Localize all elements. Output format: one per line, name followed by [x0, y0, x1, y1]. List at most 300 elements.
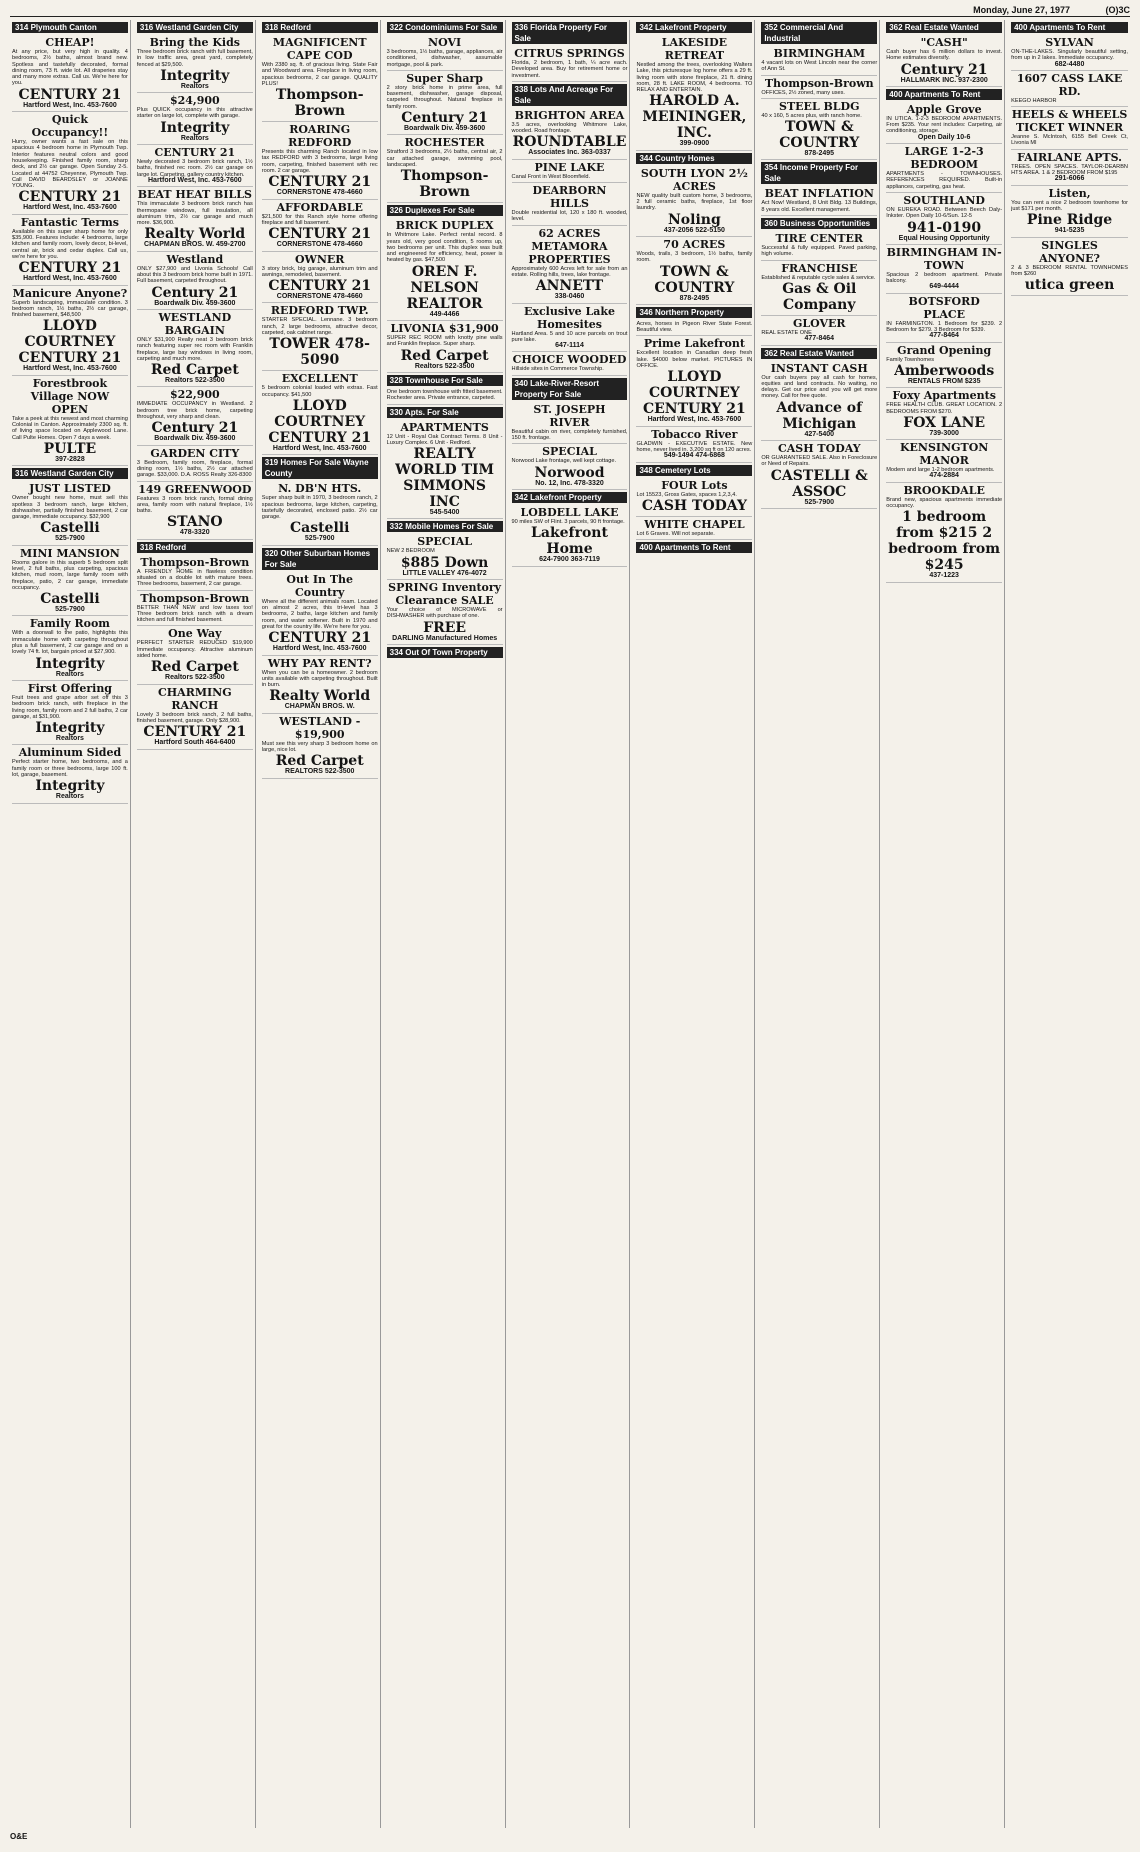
ad-brand: PULTE [43, 440, 97, 457]
ad-headline: LOBDELL LAKE [520, 505, 619, 519]
classified-ad [761, 99, 877, 161]
ad-phone: CHAPMAN BROS. W. 459-2700 [144, 241, 246, 249]
classified-ad [137, 187, 253, 251]
ad-phone: No. 12, Inc. 478-3320 [535, 479, 604, 487]
ad-headline: Aluminum Sided [18, 746, 122, 760]
ad-body: Super sharp built in 1970, 3 bedroom ranch, 2 spacious bedrooms, large kitchen, carpeting, tastefully decorated, enclosed patio. 2½ car garage. [261, 495, 378, 521]
ad-headline: BRICK DUPLEX [395, 219, 494, 233]
ad-headline: Exclusive Lake Homesites [524, 304, 615, 331]
section-header: 342 Lakefront Property [636, 22, 752, 33]
classified-ad [1011, 186, 1128, 238]
ad-brand: Integrity [35, 655, 105, 672]
ad-phone: 437-1223 [929, 572, 959, 580]
ad-body: Family Townhomes [886, 356, 934, 363]
ad-phone: 338-0460 [554, 293, 585, 301]
ad-phone: 525-7900 [55, 606, 85, 614]
ad-body: NEW quality built custom home, 3 bedrooms, 2 full ceramic baths, fireplace, 1st floor laundry. [636, 192, 753, 212]
ad-phone: 291-6066 [1054, 175, 1085, 183]
ad-brand: CENTURY 21 [268, 278, 372, 295]
ad-body: Excellent location in Canadian deep fresh lake. $4000 below market. PICTURES IN OFFICE. [636, 350, 753, 370]
ad-body: OFFICES, 2½ zoned, many uses. [761, 89, 845, 96]
classified-ad [512, 444, 628, 490]
ad-body: ON EUREKA ROAD. Between Beech Daly-Inkster. Open Daily 10-6/Sun. 12-5 [886, 206, 1003, 220]
ad-phone: Realtors [180, 82, 209, 90]
ad-body: Lovely 3 bedroom brick ranch, 2 full baths, finished basement, garage. Only $28,900. [136, 711, 253, 724]
classified-ad [886, 343, 1002, 389]
ad-body: Plus QUICK occupancy in this attractive starter on large lot, complete with garage. [136, 107, 253, 120]
classified-column [884, 20, 1005, 1828]
classified-ad [387, 35, 503, 71]
classified-column [759, 20, 880, 1828]
classified-ad [262, 572, 378, 656]
classified-ad [886, 35, 1002, 87]
ad-body: Florida, 2 bedroom, 1 bath, ¼ acre each. Developed area. Buy for retirement home or investment. [511, 60, 628, 79]
ad-brand: HAROLD A. MEININGER, INC. [642, 93, 747, 142]
ad-phone: CORNERSTONE 478-4660 [276, 293, 363, 301]
ad-body: Lot 15523, Gross Gates, spaces 1,2,3,4. [636, 491, 737, 498]
ad-phone: 525-7900 [804, 498, 835, 506]
ad-body: GLADWIN - EXECUTIVE ESTATE. New home, never lived in. 3,200 sq ft on 120 acres. [636, 440, 753, 453]
ad-headline: Grand Opening [897, 343, 992, 357]
ad-phone: 525-7900 [55, 535, 85, 543]
classified-ad [387, 388, 503, 405]
ad-brand: Realty World [144, 226, 246, 243]
ad-brand: 1 bedroom from $215 2 bedroom from $245 [888, 509, 1001, 574]
section-header: 332 Mobile Homes For Sale [387, 521, 503, 532]
ad-phone: Equal Housing Opportunity [898, 234, 990, 242]
ad-body: ON-THE-LAKES. Singularly beautiful setting, from up in 2 lakes. Immediate occupancy. [1011, 49, 1128, 62]
ad-brand: 941-0190 [907, 219, 982, 236]
ad-headline: CASH TODAY [777, 442, 861, 456]
ad-phone: RENTALS FROM $235 [907, 377, 981, 385]
classified-ad [1011, 238, 1128, 297]
ad-headline: CHARMING RANCH [158, 685, 232, 712]
ad-phone: 478-3320 [180, 529, 210, 537]
ad-body: This immaculate 3 bedroom brick ranch has thermopane windows, full insulation, all aluminum trim, 2½ car garage and much more. $36,900. [136, 201, 253, 227]
section-header: 354 Income Property For Sale [761, 162, 877, 184]
ad-body: With a doorwall to the patio, highlights this immaculate home with carpeting throughout plus a full basement, 2 car garage and on a lovely 74 ft. lot, bargain priced at $27,900. [12, 630, 128, 656]
ad-body: Lot 6 Graves. Will not separate. [636, 530, 715, 537]
classified-ad [636, 166, 752, 237]
ad-body: Available on this super sharp home for only $35,900. Features include: 4 bedrooms, large kitchen and family room, lovely decor, bi-level, central air, brick and cedar duplex. Call us, we're here for you. [12, 228, 128, 260]
ad-headline: CENTURY 21 [154, 146, 236, 160]
ad-body: SUPER REC ROOM with knotty pine walls and Franklin fireplace. Super sharp. [386, 335, 503, 348]
ad-body: Features 3 room brick ranch, formal dining area, family room with natural fireplace, 1½ baths. [136, 495, 253, 515]
ad-brand: Red Carpet [275, 753, 364, 770]
ad-headline: LARGE 1-2-3 BEDROOM [904, 145, 984, 172]
ad-headline: Out In The Country [286, 572, 354, 599]
ad-headline: BEAT HEAT BILLS [137, 188, 252, 202]
classified-ad [636, 35, 752, 151]
ad-phone: CORNERSTONE 478-4660 [276, 241, 363, 249]
ad-brand: Norwood [534, 464, 605, 481]
classified-ad [512, 183, 628, 226]
ad-body: IN FARMINGTON. 1 Bedroom for $239. 2 Bedroom for $279. 3 Bedroom for $339. [886, 320, 1003, 334]
ad-phone: Hartford South 464-6400 [154, 739, 236, 747]
ad-body: Modern and large 1-2 bedroom apartments. [886, 467, 995, 474]
ad-brand: FREE [423, 619, 467, 636]
ad-brand: TOWER 478-5090 [269, 336, 370, 369]
ad-headline: Family Room [29, 617, 110, 631]
ad-body: IN UTICA. 1-2-3 BEDROOM APARTMENTS. From $235. Your rent includes: Carpeting, air conditioning, storage. [886, 115, 1003, 135]
section-header: 334 Out Of Town Property [387, 647, 503, 658]
ad-body: 12 Unit - Royal Oak Contract Terms. 8 Unit - Luxury Complex. 6 Unit - Redford. [386, 433, 503, 446]
ad-body: Hillside sites in Commerce Township. [511, 366, 604, 373]
ad-phone: Hartford West, Inc. 453-7600 [23, 365, 117, 373]
classified-ad [262, 303, 378, 371]
ad-headline: HEELS & WHEELS TICKET WINNER [1011, 108, 1128, 135]
ad-brand: Advance of Michigan [776, 399, 863, 432]
classified-ad [636, 336, 752, 426]
ad-headline: DEARBORN HILLS [532, 184, 607, 211]
ad-headline: Thompson-Brown [140, 591, 250, 605]
ad-headline: 1607 CASS LAKE RD. [1016, 71, 1123, 98]
ad-phone: Hartford West, Inc. 453-7600 [647, 416, 742, 424]
ad-headline: Quick Occupancy!! [31, 113, 109, 140]
ad-brand: Red Carpet [150, 362, 239, 379]
section-header: 400 Apartments To Rent [636, 542, 752, 553]
ad-brand: Century 21 [900, 61, 988, 78]
ad-phone: 449-4466 [429, 310, 460, 318]
ad-headline: Super Sharp [406, 71, 483, 85]
ad-phone: Open Daily 10-6 [917, 133, 971, 141]
section-header: 340 Lake-River-Resort Property For Sale [512, 378, 628, 400]
ad-headline: N. DB'N HTS. [278, 482, 362, 496]
ad-body: Your choice of MICROWAVE or DISHWASHER with purchase of one. [386, 607, 503, 620]
classified-column [1009, 20, 1130, 1828]
ad-headline: Apple Grove [906, 102, 982, 116]
ad-brand: Lakefront Home [531, 525, 608, 558]
classified-ad [262, 714, 378, 779]
ad-phone: 525-7900 [304, 535, 335, 543]
ad-phone: 624-7900 363-7119 [539, 556, 600, 564]
ad-headline: SINGLES ANYONE? [1039, 238, 1100, 265]
ad-phone: Realtors 522-3500 [165, 674, 225, 682]
ad-headline: INSTANT CASH [770, 361, 868, 375]
ad-body: Presents this charming Ranch located in low tax REDFORD with 3 bedrooms, large living room, carpeting, finished basement with rec room. 2 car garage. [261, 149, 378, 175]
ad-body: Canal Front in West Bloomfield. [511, 173, 591, 180]
classified-ad [137, 145, 253, 187]
ad-phone: Boardwalk Div. 459-3600 [154, 435, 236, 443]
ad-brand: $885 Down [400, 554, 489, 571]
ad-body: 2 & 3 BEDROOM RENTAL TOWNHOMES from $260 [1011, 264, 1128, 277]
ad-brand: Thompson-Brown [400, 168, 489, 201]
ad-body: In Whitmore Lake. Perfect rental record. 8 years old, very good condition, 5 rooms up, two bedrooms per unit. This duplex was built and engineered for efficiency, heat, power is heated by gas. $47,500 [386, 232, 503, 264]
section-header: 330 Apts. For Sale [387, 407, 503, 418]
ad-headline: OWNER [294, 252, 345, 266]
ad-brand: CENTURY 21 [18, 86, 122, 103]
ad-body: TREES. OPEN SPACES. TAYLOR-DEARBN HTS AREA. 1 & 2 BEDROOM FROM $195 [1011, 163, 1128, 177]
ad-headline: CITRUS SPRINGS [514, 47, 625, 60]
classified-ad [512, 108, 628, 160]
ad-phone: 437-2056 522-5150 [663, 226, 725, 234]
ad-headline: WHY PAY RENT? [267, 656, 372, 670]
ad-body: Established & reputable cycle sales & service. [761, 274, 876, 281]
ad-body: Act Now! Westland, 8 Unit Bldg. 13 Buildings, 8 years old. Excellent management. [761, 200, 878, 213]
ad-body: You can rent a nice 2 bedroom townhome for just $171 per month. [1011, 199, 1128, 212]
ad-body: OR GUARANTEED SALE. Also in Foreclosure or Need of Repairs. [761, 455, 878, 468]
ad-phone: 397-2828 [55, 455, 85, 463]
ad-phone: Boardwalk Div. 459-3600 [404, 125, 486, 133]
ad-phone: LITTLE VALLEY 476-4072 [402, 569, 487, 577]
ad-body: APARTMENTS - TOWNHOUSES. REFERENCES REQUIRED. Built-in appliances, carpeting, gas heat. [886, 171, 1003, 190]
ad-body: Rooms galore in this superb 5 bedroom split level, 2 full baths, plus carpeting, spacious kitchen, mud room, large family room with fireplace, patio, 2 car garage, immediate occupancy. [12, 559, 128, 591]
ad-brand: ANNETT [535, 278, 604, 295]
classified-ad [12, 376, 128, 466]
classified-ad [12, 35, 128, 112]
section-header: 328 Townhouse For Sale [387, 375, 503, 386]
classified-ad [761, 231, 877, 261]
ad-headline: SPECIAL [417, 535, 472, 549]
classified-column [10, 20, 131, 1828]
ad-headline: STEEL BLDG [779, 99, 860, 113]
ad-brand: Amberwoods [894, 362, 995, 379]
ad-body: Owner bought new home, must sell this spotless 3 bedroom ranch, large kitchen, dishwasher, partially finished basement, 2 car garage, immediate occupancy. $32,900 [12, 495, 128, 521]
classified-ad [886, 102, 1002, 144]
ad-body: IMMEDIATE OCCUPANCY in Westland. 2 bedroom tree brick home, carpeting throughout, very sharp and clean. [136, 401, 253, 421]
section-header: 400 Apartments To Rent [886, 89, 1002, 100]
ad-body: NEW 2 BEDROOM [386, 548, 435, 555]
ad-brand: Castelli [40, 520, 100, 537]
classified-ad [761, 186, 877, 216]
ad-headline: BOTSFORD PLACE [908, 294, 980, 321]
ad-headline: Thompson-Brown [140, 555, 250, 569]
classified-ad [262, 200, 378, 252]
classified-ad [387, 534, 503, 580]
ad-headline: Fantastic Terms [20, 215, 119, 229]
ad-headline: Prime Lakefront [643, 337, 745, 351]
section-header: 318 Redford [137, 542, 253, 553]
ad-headline: CHEAP! [45, 36, 95, 49]
ad-body: ONLY $27,900 and Livonia Schools! Call about this 3 bedroom brick home built in 1971. Full basement, carpeted throughout. [136, 265, 253, 285]
classified-column [135, 20, 256, 1828]
ad-body: Brand new, spacious apartments immediate occupancy. [886, 496, 1003, 510]
ad-body: 4 vacant lots on West Lincoln near the corner of Ann St. [761, 60, 878, 73]
classified-ad [512, 160, 628, 183]
ad-phone: Boardwalk Div. 459-3600 [154, 299, 236, 307]
ad-phone: Hartford West, Inc. 453-7600 [148, 176, 242, 184]
ad-phone: CORNERSTONE 478-4660 [276, 189, 363, 197]
classified-ad [761, 261, 877, 316]
ad-phone: 399-0900 [679, 140, 710, 148]
section-header: 362 Real Estate Wanted [761, 348, 877, 359]
ad-brand: Castelli [40, 591, 100, 608]
ad-body: When you can be a homeowner. 2 bedroom units available with carpeting throughout. Built in burn. [261, 669, 378, 689]
ad-headline: NOVI [428, 36, 462, 49]
classified-ad [137, 387, 253, 445]
section-header: 326 Duplexes For Sale [387, 205, 503, 216]
ad-body: Approximately 600 Acres left for sale from an estate. Rolling hills, trees, lake frontage. [511, 265, 628, 278]
classified-ad [137, 310, 253, 387]
section-header: 346 Northern Property [636, 307, 752, 318]
classified-ad [12, 745, 128, 803]
ad-headline: Bring the Kids [149, 36, 240, 49]
masthead-rule [10, 16, 1130, 17]
classified-ad [512, 226, 628, 304]
classified-column [260, 20, 381, 1828]
ad-brand: Pine Ridge [1026, 212, 1113, 229]
classified-ad [512, 304, 628, 353]
ad-brand: TOWN & COUNTRY [654, 263, 735, 296]
ad-brand: LLOYD COURTNEY CENTURY 21 [642, 369, 746, 418]
classified-ad [1011, 35, 1128, 71]
ad-body: Our cash buyers pay all cash for homes, equities and land contracts. No waiting, no delays. Get our price and you will get more money. Call for free quote. [761, 374, 878, 400]
ad-phone: DARLING Manufactured Homes [392, 634, 498, 642]
ad-headline: ROARING REDFORD [288, 123, 352, 150]
ad-headline: BIRMINGHAM IN-TOWN [886, 245, 1002, 272]
ad-body: Nestled among the trees, overlooking Walters Lake, this picturesque log home offers a 29 ft. living room with stone fireplace, 21 ft. dining room, 28 ft. LAKE ROOM, 4 bedrooms. TO RELAX AND ENTERTAIN. [636, 62, 753, 94]
ad-body: Hurry, owner wants a fast sale on this spacious 4 bedroom home in Plymouth Twp. Interior features neutral colors and good housekeeping. Finished family room, sharp deck, and 2½ car garage. Open Sunday 2-5. Located at 44752 Cheyenne, Plymouth Twp. Call DAVID BEARDSLEY or JOANNE YOUNG. [12, 139, 128, 190]
ad-phone: Realtors [55, 670, 84, 678]
ad-phone: Realtors [55, 735, 84, 743]
ad-headline: BRIGHTON AREA [514, 108, 625, 122]
ad-phone: Associates Inc. 363-0337 [528, 149, 611, 157]
ad-phone: Hartford West, Inc. 453-7600 [23, 101, 117, 109]
ad-headline: WHITE CHAPEL [644, 517, 745, 531]
ad-phone: CHAPMAN BROS. W. [284, 703, 355, 711]
classified-ad [512, 402, 628, 445]
classified-ad [1011, 107, 1128, 150]
ad-headline: MAGNIFICENT CAPE COD [272, 36, 367, 62]
ad-headline: BROOKDALE [903, 483, 985, 497]
ad-body: Spacious 2 bedroom apartment. Private balcony. [886, 271, 1003, 285]
ad-body: 5 bedroom colonial loaded with extras. Fast occupancy. $41,500 [261, 385, 378, 398]
classified-ad [387, 580, 503, 645]
ad-brand: CASH TODAY [641, 497, 747, 514]
ad-phone: HALLMARK INC. 937-2300 [900, 76, 988, 84]
ad-phone: Hartford West, Inc. 453-7600 [272, 645, 367, 653]
ad-body: 90 miles SW of Flint. 3 parcels, 90 ft frontage. [511, 518, 625, 525]
ad-headline: Listen, [1048, 186, 1091, 200]
ad-headline: ROCHESTER [404, 136, 485, 150]
ad-body: 3 story brick, big garage, aluminum trim and awnings, remodeled, basement. [261, 265, 378, 278]
ad-headline: $22,900 [169, 388, 220, 402]
ad-body: Hartland Area. 5 and 10 acre parcels on trout pure lake. [511, 330, 628, 343]
ad-headline: Westland [166, 252, 224, 266]
ad-body: FREE HEALTH CLUB. GREAT LOCATION. 2 BEDROOMS FROM $270. [886, 402, 1003, 415]
ad-headline: Manicure Anyone? [12, 286, 128, 300]
ad-headline: EXCELLENT [281, 372, 358, 386]
classified-ad [761, 441, 877, 509]
classified-column [385, 20, 506, 1828]
ad-headline: One Way [168, 627, 222, 641]
classified-ad [137, 93, 253, 145]
ad-brand: CENTURY 21 [143, 724, 247, 741]
classified-ad [761, 316, 877, 346]
ad-body: STARTER SPECIAL. Lennane. 3 bedroom ranch, 2 large bedrooms, attractive decor, carpeted, oak cabinet range. [261, 317, 378, 337]
ad-headline: Thompson-Brown [764, 76, 874, 90]
ad-headline: First Offering [27, 681, 113, 695]
classified-ad [262, 252, 378, 304]
ad-headline: $24,900 [169, 94, 220, 108]
ad-phone: 647-1114 [555, 342, 584, 350]
ad-headline: JUST LISTED [29, 482, 111, 496]
ad-headline: BIRMINGHAM [773, 47, 865, 60]
ad-body: ONLY $31,900 Really neat 3 bedroom brick ranch featuring super rec room with Franklin fireplace, large bay windows in living room, carpeting and much more. [136, 336, 253, 362]
ad-brand: CENTURY 21 [268, 630, 372, 647]
classified-ad [886, 245, 1002, 294]
ad-headline: 70 ACRES [663, 237, 726, 251]
ad-body: One bedroom townhouse with fitted basement. Rochester area. Private entrance, carpeted. [386, 388, 503, 402]
ad-brand: Red Carpet [150, 659, 239, 676]
ad-phone: Realtors [55, 793, 84, 801]
ad-body: Double residential lot, 120 x 180 ft. wooded, level. [511, 210, 628, 223]
ad-brand: CENTURY 21 [18, 189, 122, 206]
section-header: 400 Apartments To Rent [1011, 22, 1128, 33]
section-header: 320 Other Suburban Homes For Sale [262, 548, 378, 570]
ad-headline: "CASH" [920, 36, 968, 49]
ad-body: Three bedroom brick ranch with full basement, in low traffic area, great yard, completely fenced at $29,500. [136, 49, 253, 68]
ad-body: A FRIENDLY HOME in flawless condition situated on a double lot with mature trees. Three bedrooms, basement, 2 car garage. [136, 568, 253, 588]
section-header: 352 Commercial And Industrial [761, 22, 877, 44]
ad-phone: 549-1494 474-6868 [663, 452, 725, 460]
ad-phone: REALTORS 522-3500 [285, 768, 355, 776]
masthead-page: (O)3C [1105, 5, 1130, 15]
ad-headline: Foxy Apartments [892, 389, 996, 403]
section-header: 318 Redford [262, 22, 378, 33]
ad-brand: Castelli [289, 520, 350, 537]
classified-ad [387, 71, 503, 135]
ad-brand: LLOYD COURTNEY CENTURY 21 [18, 318, 122, 367]
ad-brand: LLOYD COURTNEY CENTURY 21 [268, 397, 372, 446]
classified-ad [761, 361, 877, 441]
classified-ad [137, 35, 253, 93]
ad-brand: Integrity [160, 119, 230, 136]
ad-body: BETTER THAN NEW and low taxes too! Three bedroom brick ranch with a dream kitchen and full finished basement. [136, 604, 253, 624]
ad-headline: GLOVER [792, 316, 846, 330]
ad-phone: Hartford West, Inc. 453-7600 [23, 275, 117, 283]
ad-body: Fruit trees and grape arbor set off this 3 bedroom brick ranch, with fireplace in the living room, family room and 2 full baths, 2 car garage, at $31,900. [12, 694, 128, 720]
ad-brand: REALTY WORLD TIM SIMMONS INC [395, 446, 495, 511]
ad-headline: CHOICE WOODED [512, 353, 627, 367]
ad-headline: SOUTH LYON 2½ ACRES [640, 166, 748, 193]
ad-phone: 682-4480 [1054, 60, 1085, 68]
ad-body: Cash buyer has 6 million dollars to invest. Home estimates diversify. [886, 49, 1003, 62]
ad-phone: 474-2884 [929, 472, 959, 480]
ad-headline: SOUTHLAND [903, 193, 985, 207]
classified-ad [886, 388, 1002, 440]
classified-ad [137, 685, 253, 750]
section-header: 344 Country Homes [636, 153, 752, 164]
ad-body: At any price, but very high in quality. 4 bedrooms, 2½ baths, almost brand new. Spotless and tastefully decorated, formal dining room, 73 ft. wide lot. All draperies stay and many more extras. Call us. We're here for you. [12, 49, 128, 87]
classified-ad [387, 218, 503, 321]
ad-headline: ST. JOSEPH RIVER [533, 402, 606, 429]
section-header: 314 Plymouth Canton [12, 22, 128, 33]
ad-body: Norwood Lake frontage, well kept cottage. [511, 458, 617, 465]
ad-headline: 149 GREENWOOD [138, 482, 252, 496]
ad-body: Stratford 3 bedrooms, 2½ baths, central air, 2 car attached garage, swimming pool, landscaped. [386, 149, 503, 168]
ad-body: With 2380 sq. ft. of gracious living. State Fair and Woodward area. Fireplace in living room, spacious bedrooms, 2 car garage. QUALITY PLUS! [261, 62, 378, 87]
classified-ad [12, 681, 128, 745]
ad-brand: Integrity [35, 720, 105, 737]
ad-body: Must see this very sharp 3 bedroom home on large, nice lot. [261, 740, 378, 753]
ad-headline: PINE LAKE [534, 160, 605, 174]
classified-ad [387, 321, 503, 373]
ad-phone: Hartford West, Inc. 453-7600 [272, 444, 367, 452]
ad-body: 3 Bedroom, family room, fireplace, formal dining room, 1½ baths, 2½ car attached garage. $33,000. D.A. ROSS Realty 326-8300 [136, 459, 253, 479]
classified-ad [262, 656, 378, 714]
ad-body: Acres, horses in Pigeon River State Forest. Beautiful view. [636, 320, 753, 334]
section-header: 360 Business Opportunities [761, 218, 877, 229]
ad-headline: KENSINGTON MANOR [899, 441, 989, 468]
classified-ad [761, 46, 877, 76]
classified-ad [262, 122, 378, 199]
classified-ad [761, 76, 877, 99]
ad-body: 3.5 acres, overlooking Whitmore Lake, wooded. Road frontage. [511, 121, 628, 135]
classified-ad [12, 215, 128, 286]
ad-headline: FAIRLANE APTS. [1017, 150, 1122, 164]
ad-brand: ROUNDTABLE [512, 134, 627, 151]
